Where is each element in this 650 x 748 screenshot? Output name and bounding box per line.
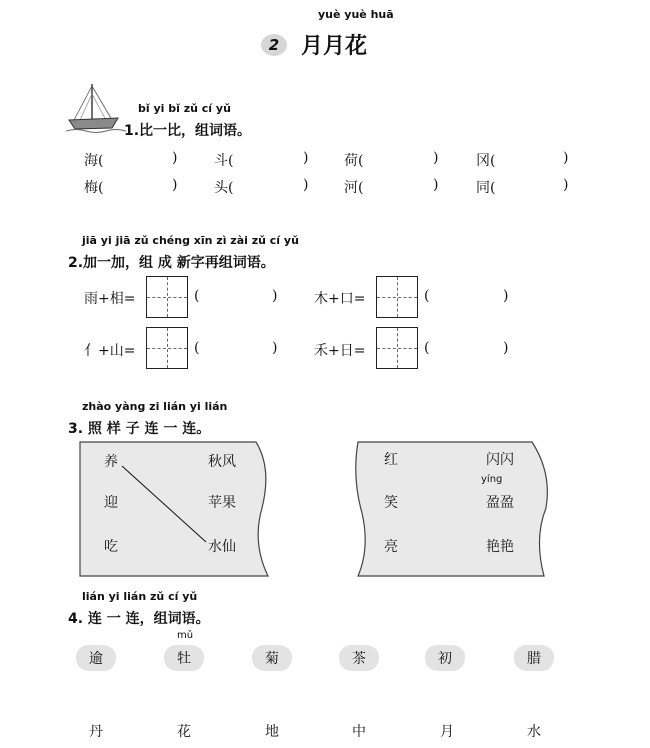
flower-tile[interactable] bbox=[164, 645, 204, 671]
q4-bottom-char[interactable]: 水 bbox=[527, 724, 541, 740]
q4-top-char: 茶 bbox=[352, 651, 366, 667]
q4-top-char: 牡 bbox=[177, 651, 191, 667]
mu-pinyin: mǔ bbox=[177, 630, 194, 641]
q4-bottom-char[interactable]: 月 bbox=[440, 724, 454, 740]
flower-tile[interactable] bbox=[339, 645, 379, 671]
title-pinyin: yuè yuè huā bbox=[318, 8, 394, 21]
paren-open: ( bbox=[424, 288, 430, 304]
q3-right-word: 亮 bbox=[384, 539, 398, 555]
paren-close: ) bbox=[272, 288, 278, 304]
q3-right-target: 艳艳 bbox=[486, 539, 514, 555]
q3-left-target: 水仙 bbox=[208, 539, 236, 555]
q1-item: ) bbox=[433, 177, 439, 193]
q3-left-word: 吃 bbox=[104, 539, 118, 555]
q2-equation: 禾+日= bbox=[314, 343, 366, 359]
q2-heading: 2.加一加，组 成 新字再组词语。 bbox=[68, 255, 275, 271]
q3-left-word: 养 bbox=[104, 454, 118, 470]
q1-item: ) bbox=[303, 177, 309, 193]
flower-tile[interactable] bbox=[514, 645, 554, 671]
q4-pinyin: lián yi lián zǔ cí yǔ bbox=[82, 590, 198, 603]
ying-pinyin: yíng bbox=[481, 474, 503, 485]
q4-bottom-char[interactable]: 花 bbox=[177, 724, 191, 740]
flower-tile[interactable] bbox=[76, 645, 116, 671]
q1-item: ) bbox=[172, 177, 178, 193]
q4-bottom-char[interactable]: 中 bbox=[352, 724, 366, 740]
q2-equation: 亻+山= bbox=[84, 343, 136, 359]
q3-right-target: 闪闪 bbox=[486, 452, 514, 468]
page-title: 月月花 bbox=[301, 33, 368, 59]
q1-item: 荷( bbox=[344, 153, 364, 169]
q1-item: ) bbox=[433, 150, 439, 166]
q2-equation: 木+口= bbox=[314, 291, 366, 307]
q4-top-char: 初 bbox=[438, 651, 452, 667]
q3-heading: 3. 照 样 子 连 一 连。 bbox=[68, 421, 211, 437]
q3-left-target: 苹果 bbox=[208, 495, 236, 511]
matching-card-right bbox=[352, 438, 552, 580]
writing-grid[interactable] bbox=[146, 327, 188, 369]
q2-pinyin: jiā yi jiā zǔ chéng xīn zì zài zǔ cí yǔ bbox=[82, 234, 299, 247]
q3-right-target: 盈盈 bbox=[486, 495, 514, 511]
q1-item: 斗( bbox=[214, 153, 234, 169]
q4-top-char: 菊 bbox=[265, 651, 279, 667]
q1-item: 同( bbox=[476, 180, 496, 196]
flower-tile[interactable] bbox=[252, 645, 292, 671]
paren-close: ) bbox=[503, 340, 509, 356]
q1-pinyin: bǐ yi bǐ zǔ cí yǔ bbox=[138, 102, 231, 115]
q1-heading: 1.比一比，组词语。 bbox=[124, 123, 252, 139]
q3-right-word: 笑 bbox=[384, 495, 398, 511]
paren-open: ( bbox=[194, 340, 200, 356]
q1-item: ) bbox=[303, 150, 309, 166]
paren-close: ) bbox=[503, 288, 509, 304]
writing-grid[interactable] bbox=[376, 276, 418, 318]
q1-item: 海( bbox=[84, 153, 104, 169]
q1-item: 河( bbox=[344, 180, 364, 196]
q1-item: 梅( bbox=[84, 180, 104, 196]
q1-item: ) bbox=[563, 177, 569, 193]
q3-pinyin: zhào yàng zi lián yi lián bbox=[82, 400, 228, 413]
q1-item: 冈( bbox=[476, 153, 496, 169]
q4-bottom-char[interactable]: 地 bbox=[265, 724, 279, 740]
paren-open: ( bbox=[194, 288, 200, 304]
q1-item: 头( bbox=[214, 180, 234, 196]
lesson-number: 2 bbox=[261, 34, 287, 56]
q1-item: ) bbox=[172, 150, 178, 166]
q1-item: ) bbox=[563, 150, 569, 166]
q4-heading: 4. 连 一 连，组词语。 bbox=[68, 611, 210, 627]
sailboat-icon bbox=[66, 80, 126, 135]
q3-left-word: 迎 bbox=[104, 495, 118, 511]
writing-grid[interactable] bbox=[376, 327, 418, 369]
writing-grid[interactable] bbox=[146, 276, 188, 318]
paren-open: ( bbox=[424, 340, 430, 356]
q3-right-word: 红 bbox=[384, 452, 398, 468]
q2-equation: 雨+相= bbox=[84, 291, 136, 307]
q4-top-char: 逾 bbox=[89, 651, 103, 667]
paren-close: ) bbox=[272, 340, 278, 356]
q4-top-char: 腊 bbox=[527, 651, 541, 667]
flower-tile[interactable] bbox=[425, 645, 465, 671]
q3-left-target: 秋风 bbox=[208, 454, 236, 470]
q4-bottom-char[interactable]: 丹 bbox=[89, 724, 103, 740]
